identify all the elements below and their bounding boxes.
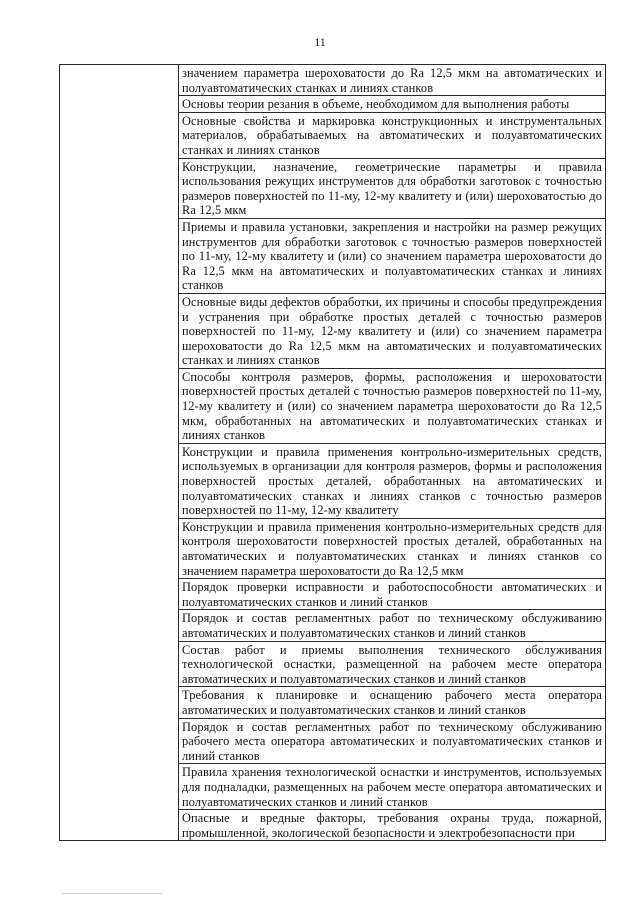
- cell-text: Основные виды дефектов обработки, их причины и способы предупреждения и устранения при обработке простых деталей с точностью размеров поверхностей по 11-му, 12-му квалитету и (или) со значением параметра шероховатости до Ra 12,5 мкм на автоматических и полуавтоматических станках и линиях станков: [182, 294, 602, 368]
- table-cell: [179, 112, 606, 158]
- cell-text: Порядок проверки исправности и работоспособности автоматических и полуавтоматических станков и линий станков: [182, 580, 602, 609]
- table-cell: [179, 610, 606, 641]
- table-cell: [179, 687, 606, 718]
- cell-text: Способы контроля размеров, формы, расположения и шероховатости поверхностей простых деталей с точностью размеров поверхностей по 11-му, 12-му квалитету и (или) со значением параметра шероховатости до Ra 12,5 мкм, обработанных на автоматических и полуавтоматических станках и линиях станков: [182, 369, 602, 443]
- table-cell: [179, 764, 606, 810]
- table-cell: [179, 443, 606, 518]
- table-cell: [179, 810, 606, 841]
- table-cell: [179, 65, 606, 96]
- table-cell: [179, 518, 606, 578]
- table-row: [60, 65, 606, 96]
- table-cell: [179, 641, 606, 687]
- cell-text: Конструкции и правила применения контрольно-измерительных средств, используемых в организации для контроля размеров, формы и расположения поверхностей простых деталей, обработанных на автоматических и полуавтоматических станках и линиях станков с точностью размеров поверхностей по 11-му, 12-му квалитету: [182, 444, 602, 518]
- cell-text: Конструкции, назначение, геометрические параметры и правила использования режущих инструментов для обработки заготовок с точностью размеров поверхностей по 11-му, 12-му квалитету и (или) шероховатостью до Ra 12,5 мкм: [182, 159, 602, 218]
- scan-artifact-line: [62, 893, 162, 894]
- cell-text: Порядок и состав регламентных работ по техническому обслуживанию рабочего места оператора автоматических и полуавтоматических станков и линий станков: [182, 719, 602, 763]
- table-cell: [179, 158, 606, 218]
- table-cell: [179, 218, 606, 293]
- table-cell: [179, 718, 606, 764]
- cell-text: Конструкции и правила применения контрольно-измерительных средств для контроля шероховатости поверхностей простых деталей, обработанных на автоматических и полуавтоматических станках и линиях станков со значением параметра шероховатости до Ra 12,5 мкм: [182, 519, 602, 578]
- table-cell: [179, 368, 606, 443]
- table-cell: [179, 579, 606, 610]
- cell-text: значением параметра шероховатости до Ra 12,5 мкм на автоматических и полуавтоматических станках и линиях станков: [182, 66, 602, 95]
- cell-text: Приемы и правила установки, закрепления и настройки на размер режущих инструментов для обработки заготовок с точностью размеров поверхностей по 11-му, 12-му квалитету и (или) со значением параметра шероховатости до Ra 12,5 мкм на автоматических и полуавтоматических станках и линиях станков: [182, 219, 602, 293]
- cell-text: Состав работ и приемы выполнения технического обслуживания технологической оснастки, размещенной на рабочем месте оператора автоматических и полуавтоматических станков и линий станков: [182, 642, 602, 686]
- table-cell: [179, 293, 606, 368]
- cell-text: Основные свойства и маркировка конструкционных и инструментальных материалов, обрабатываемых на автоматических и полуавтоматических станках и линиях станков: [182, 113, 602, 157]
- requirements-table: [59, 64, 606, 841]
- left-column-cell: [60, 65, 179, 841]
- cell-text: Опасные и вредные факторы, требования охраны труда, пожарной, промышленной, экологической безопасности и электробезопасности при: [182, 811, 602, 840]
- cell-text: Основы теории резания в объеме, необходимом для выполнения работы: [182, 97, 570, 112]
- cell-text: Правила хранения технологической оснастки и инструментов, используемых для подналадки, размещенных на рабочем месте оператора автоматических и полуавтоматических станков и линий станков: [182, 765, 602, 809]
- cell-text: Требования к планировке и оснащению рабочего места оператора автоматических и полуавтоматических станков и линий станков: [182, 688, 602, 717]
- cell-text: Порядок и состав регламентных работ по техническому обслуживанию автоматических и полуавтоматических станков и линий станков: [182, 611, 602, 640]
- page-number: 11: [314, 35, 326, 49]
- table-cell: [179, 96, 606, 113]
